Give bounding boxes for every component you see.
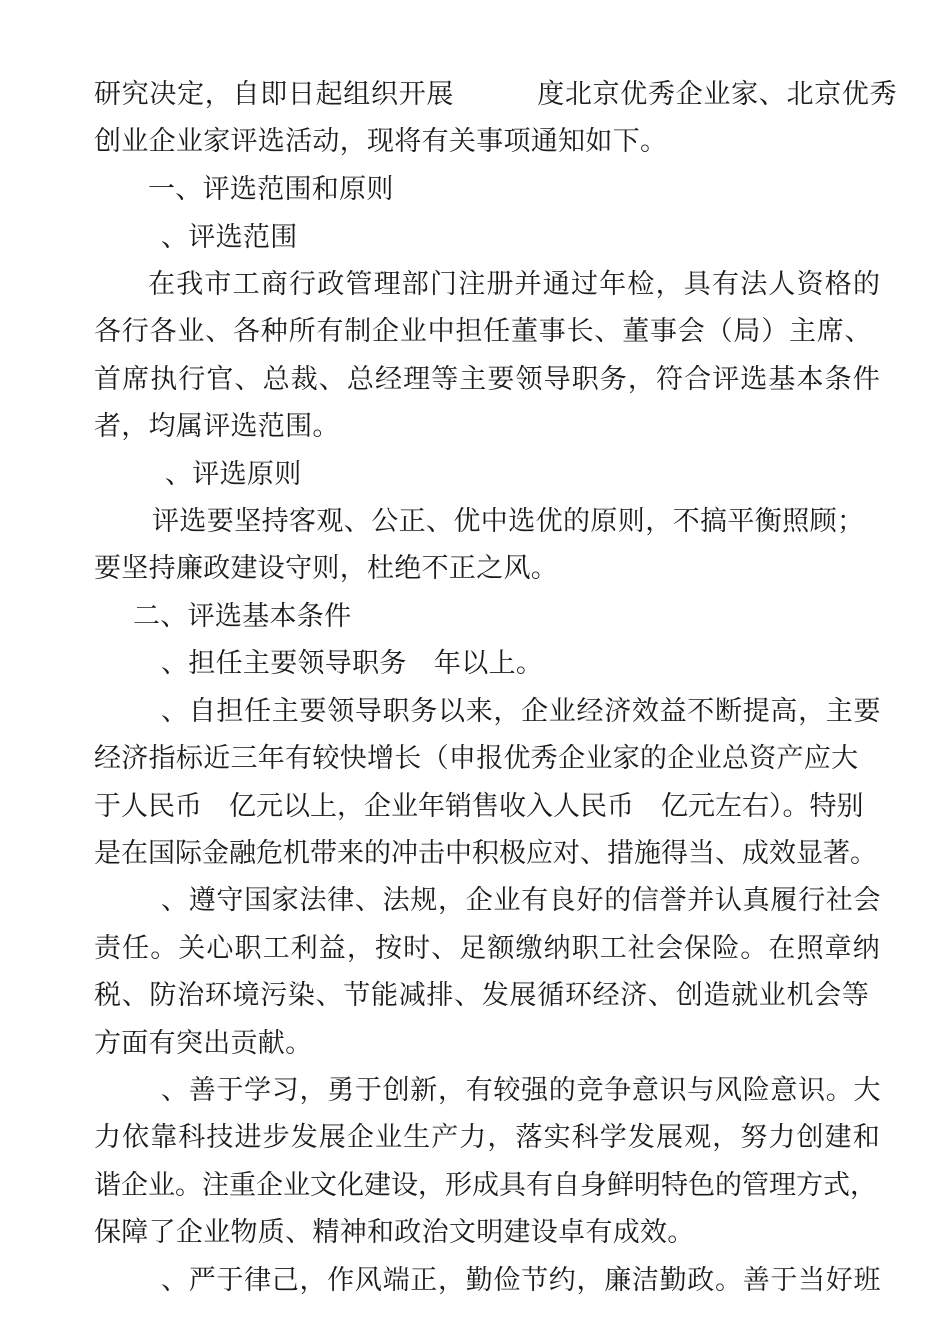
body-line: 创业企业家评选活动，现将有关事项通知如下。 <box>94 126 668 157</box>
body-line: 在我市工商行政管理部门注册并通过年检，具有法人资格的 <box>148 269 882 300</box>
body-line: 责任。关心职工利益，按时、足额缴纳职工社会保险。在照章纳 <box>94 933 881 964</box>
body-line: 、自担任主要领导职务以来，企业经济效益不断提高，主要 <box>161 696 882 727</box>
body-line: 要坚持廉政建设守则，杜绝不正之风。 <box>94 553 559 584</box>
subsection-heading: 、评选范围 <box>161 222 298 253</box>
body-line: 各行各业、各种所有制企业中担任董事长、董事会（局）主席、 <box>94 316 873 347</box>
body-line: 评选要坚持客观、公正、优中选优的原则，不搞平衡照顾； <box>152 506 865 537</box>
body-line: 于人民币 亿元以上，企业年销售收入人民币 亿元左右）。特别 <box>94 791 864 822</box>
body-line: 保障了企业物质、精神和政治文明建设卓有成效。 <box>94 1217 695 1248</box>
body-line: 研究决定，自即日起组织开展 度北京优秀企业家、北京优秀 <box>94 79 898 110</box>
body-line: 谐企业。注重企业文化建设，形成具有自身鲜明特色的管理方式， <box>94 1170 877 1201</box>
body-line: 者，均属评选范围。 <box>94 411 340 442</box>
body-line: 力依靠科技进步发展企业生产力，落实科学发展观，努力创建和 <box>94 1122 881 1153</box>
body-line: 、担任主要领导职务 年以上。 <box>161 648 544 679</box>
body-line: 方面有突出贡献。 <box>94 1028 313 1059</box>
body-line: 、善于学习，勇于创新，有较强的竞争意识与风险意识。大 <box>161 1075 882 1106</box>
body-line: 、严于律己，作风端正，勤俭节约，廉洁勤政。善于当好班 <box>161 1265 882 1296</box>
body-line: 首席执行官、总裁、总经理等主要领导职务，符合评选基本条件 <box>94 364 881 395</box>
section-heading: 二、评选基本条件 <box>133 601 352 632</box>
subsection-heading: 、评选原则 <box>165 459 302 490</box>
body-line: 、遵守国家法律、法规，企业有良好的信誉并认真履行社会 <box>161 885 882 916</box>
body-line: 经济指标近三年有较快增长（申报优秀企业家的企业总资产应大 <box>94 743 859 774</box>
body-line: 税、防治环境污染、节能减排、发展循环经济、创造就业机会等 <box>94 980 870 1011</box>
body-line: 是在国际金融危机带来的冲击中积极应对、措施得当、成效显著。 <box>94 838 877 869</box>
section-heading: 一、评选范围和原则 <box>148 174 394 205</box>
